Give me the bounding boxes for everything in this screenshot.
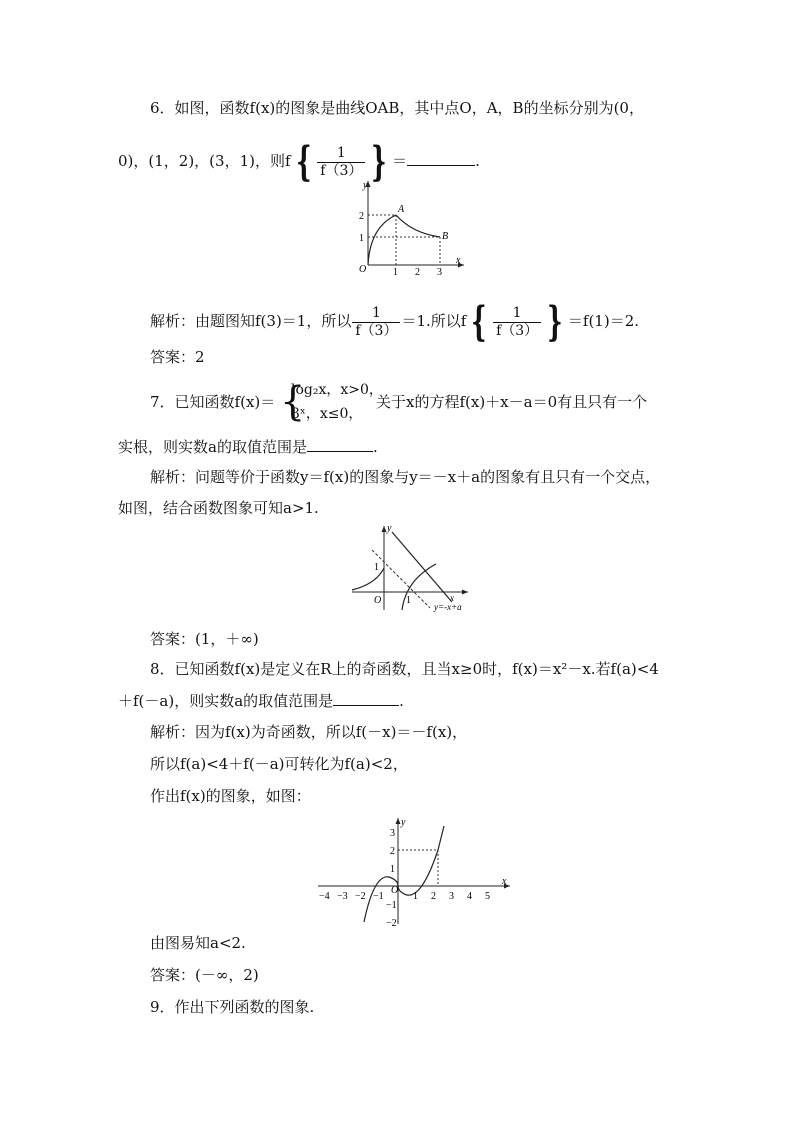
solution-text-c: ＝f(1)＝2. (567, 312, 640, 330)
q6-solution (150, 298, 640, 345)
q8-line2 (118, 691, 404, 711)
left-bracket: { (471, 298, 487, 345)
x-tick-5: 2 (431, 891, 436, 902)
equals-sign: ＝ (392, 152, 408, 170)
q7-sol2: 如图，结合函数图象可知a>1. (118, 499, 319, 517)
y-tick-2: 2 (359, 211, 364, 222)
q7-answer: 答案：(1，＋∞) (150, 630, 259, 648)
q7-line1-end: 关于x的方程f(x)＋x－a＝0有且只有一个 (376, 393, 648, 411)
x-tick-8: 5 (485, 891, 490, 902)
q9-line1: 9．作出下列函数的图象. (150, 998, 315, 1016)
period: . (399, 692, 404, 710)
q7-graph (346, 522, 478, 614)
x-tick-1: 1 (393, 267, 398, 275)
x-tick-3: −1 (373, 891, 384, 902)
answer-blank[interactable] (333, 691, 399, 706)
x-tick-1: −3 (337, 891, 348, 902)
origin-label: O (391, 885, 399, 896)
right-bracket: } (371, 138, 387, 185)
period: . (372, 438, 378, 456)
x-axis-arrow (462, 590, 468, 595)
fraction-denominator: f（3） (352, 322, 400, 340)
line-label: y=-x+a (434, 602, 462, 612)
x-tick-2: −2 (355, 891, 366, 902)
x-tick-0: −4 (319, 891, 330, 902)
fraction-numerator: 1 (371, 304, 381, 321)
fraction-denominator: f（3） (317, 162, 365, 180)
q6-graph (356, 175, 468, 275)
answer-blank[interactable] (307, 437, 373, 452)
x-tick-4: 1 (413, 891, 418, 902)
y-tick-1: 1 (359, 233, 364, 244)
origin-label: O (374, 595, 382, 606)
fraction-numerator: 1 (336, 144, 346, 161)
q7-brace: { (280, 379, 306, 425)
q7-piece1: log₂x，x>0， (291, 382, 383, 398)
q8-line2-text: ＋f(－a)，则实数a的取值范围是 (118, 692, 334, 710)
y-axis-arrow (382, 526, 387, 532)
odd-function-curve (364, 826, 444, 922)
solution-text-b: ＝1.所以f (401, 312, 467, 330)
y-tick-2: 1 (390, 864, 395, 875)
right-bracket: } (547, 298, 563, 345)
x-tick-7: 4 (467, 891, 472, 902)
x-tick-2: 2 (415, 267, 420, 275)
x-tick-1: 1 (406, 595, 411, 606)
period: . (475, 152, 480, 170)
q8-sol1: 解析：因为f(x)为奇函数，所以f(－x)＝－f(x)， (150, 723, 468, 741)
fraction-denominator: f（3） (493, 322, 541, 340)
x-tick-3: 3 (437, 267, 442, 275)
x-tick-6: 3 (449, 891, 454, 902)
q7-line2 (118, 437, 378, 457)
curve-oa (368, 215, 396, 265)
q7-sol1: 解析：问题等价于函数y＝f(x)的图象与y＝－x＋a的图象有且只有一个交点， (150, 468, 661, 486)
y-tick-4: −2 (386, 918, 397, 926)
q8-answer: 答案：(－∞，2) (150, 966, 259, 984)
q6-line2-text: 0)，(1，2)，(3，1)，则f (118, 152, 291, 170)
y-label: y (401, 817, 406, 828)
q7-line1-start: 7．已知函数f(x)＝ (150, 393, 276, 411)
point-a-label: A (398, 204, 405, 215)
solution-text-a: 解析：由题图知f(3)＝1，所以 (150, 312, 352, 330)
x-label: x (502, 876, 507, 887)
q8-sol3: 作出f(x)的图象，如图： (150, 787, 311, 805)
fraction-numerator: 1 (512, 304, 522, 321)
y-label: y (387, 523, 392, 534)
y-tick-3: −1 (386, 900, 397, 911)
y-axis-arrow (396, 818, 401, 824)
q8-sol2: 所以f(a)<4＋f(－a)可转化为f(a)<2， (150, 755, 408, 773)
y-tick-0: 3 (390, 828, 395, 839)
q8-sol4: 由图易知a<2. (150, 934, 246, 952)
answer-blank[interactable] (407, 151, 475, 166)
curve-ab (396, 215, 440, 237)
y-tick-1: 1 (374, 562, 379, 573)
y-tick-1: 2 (390, 846, 395, 857)
exp-curve (352, 568, 384, 590)
solution-fraction (352, 305, 400, 340)
q8-graph (314, 814, 514, 926)
x-tick-labels (319, 891, 490, 902)
y-label: y (363, 180, 368, 191)
left-bracket: { (295, 138, 312, 185)
origin-label: O (359, 264, 367, 275)
q8-line1: 8．已知函数f(x)是定义在R上的奇函数，且当x≥0时，f(x)＝x²－x.若f(a)<4 (150, 660, 659, 678)
q7-piece2: 3ˣ，x≤0， (291, 406, 363, 422)
x-label: x (456, 255, 461, 266)
q6-answer: 答案：2 (150, 348, 205, 366)
q6-line1: 6．如图，函数f(x)的图象是曲线OAB，其中点O，A，B的坐标分别为(0， (150, 99, 644, 117)
solution-fraction-2 (493, 305, 541, 340)
point-b-label: B (442, 231, 449, 242)
x-label: x (450, 593, 454, 603)
q7-line2-text: 实根，则实数a的取值范围是 (118, 438, 307, 456)
